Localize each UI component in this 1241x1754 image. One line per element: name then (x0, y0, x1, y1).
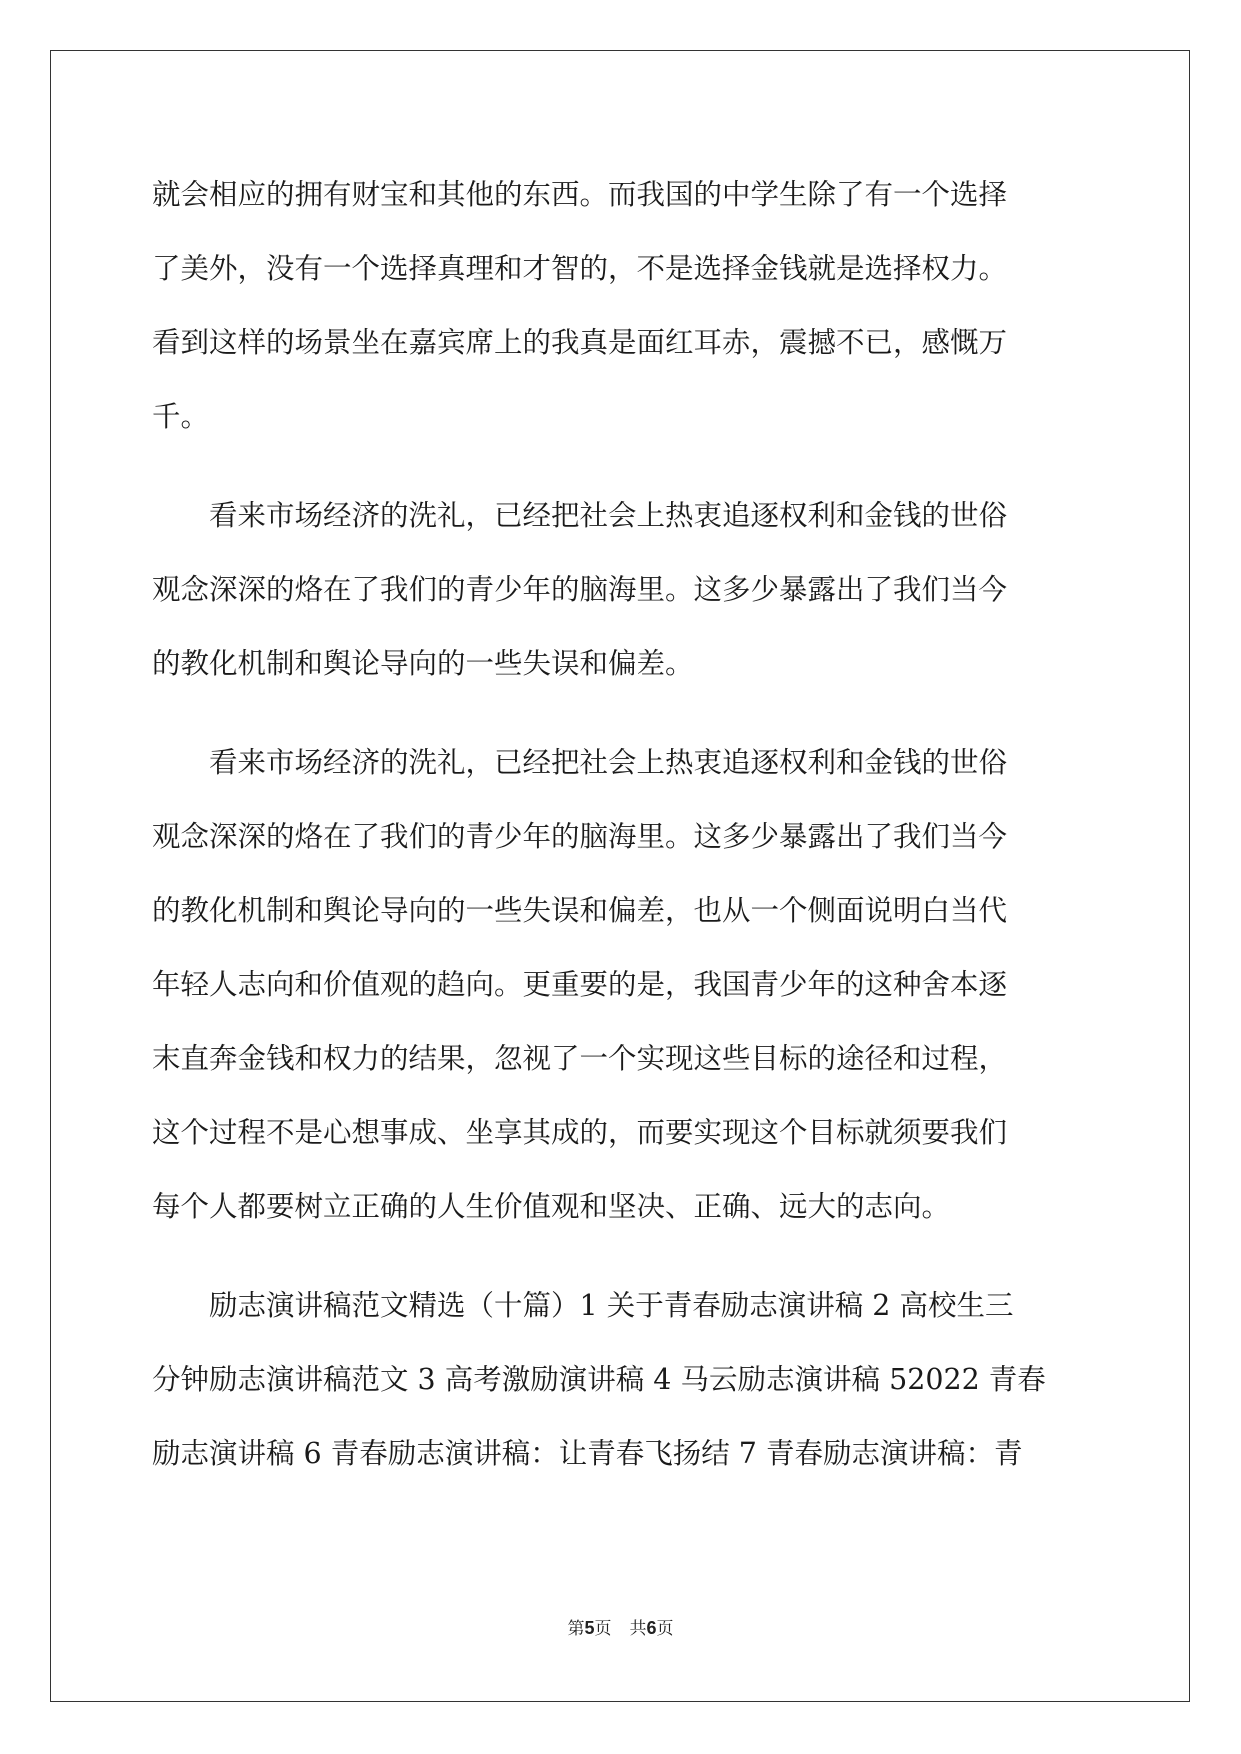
text-line: 看来市场经济的洗礼，已经把社会上热衷追逐权利和金钱的世俗 (209, 499, 1008, 532)
text-line: 观念深深的烙在了我们的青少年的脑海里。这多少暴露出了我们当今 (152, 573, 1008, 606)
total-pages-number: 6 (646, 1618, 657, 1638)
paragraph-4 (152, 1269, 1092, 1491)
text-line: 的教化机制和舆论导向的一些失误和偏差，也从一个侧面说明白当代 (152, 894, 1008, 927)
text-line: 年轻人志向和价值观的趋向。更重要的是，我国青少年的这种舍本逐 (152, 968, 1008, 1001)
text-line: 看来市场经济的洗礼，已经把社会上热衷追逐权利和金钱的世俗 (209, 746, 1008, 779)
document-body (152, 158, 1092, 1491)
text-line: 这个过程不是心想事成、坐享其成的，而要实现这个目标就须要我们 (152, 1116, 1008, 1149)
text-line: 励志演讲稿范文精选（十篇）1 关于青春励志演讲稿 2 高校生三 (209, 1289, 1014, 1322)
paragraph-2 (152, 479, 1092, 701)
text-line: 看到这样的场景坐在嘉宾席上的我真是面红耳赤，震撼不已，感慨万 (152, 326, 1008, 359)
text-line: 就会相应的拥有财宝和其他的东西。而我国的中学生除了有一个选择 (152, 178, 1008, 211)
total-suffix: 页 (656, 1619, 674, 1639)
page-prefix: 第 (567, 1619, 585, 1639)
text-line: 末直奔金钱和权力的结果，忽视了一个实现这些目标的途径和过程， (152, 1042, 1008, 1075)
text-line: 励志演讲稿 6 青春励志演讲稿：让青春飞扬结 7 青春励志演讲稿：青 (152, 1437, 1023, 1470)
page-footer (0, 1614, 1241, 1639)
text-line: 观念深深的烙在了我们的青少年的脑海里。这多少暴露出了我们当今 (152, 820, 1008, 853)
page-suffix: 页 (594, 1619, 612, 1639)
text-line: 了美外，没有一个选择真理和才智的，不是选择金钱就是选择权力。 (152, 252, 1008, 285)
text-line: 千。 (152, 400, 210, 433)
total-prefix: 共 (629, 1619, 647, 1639)
text-line: 分钟励志演讲稿范文 3 高考激励演讲稿 4 马云励志演讲稿 52022 青春 (152, 1363, 1046, 1396)
text-line: 每个人都要树立正确的人生价值观和坚决、正确、远大的志向。 (152, 1190, 951, 1223)
text-line: 的教化机制和舆论导向的一些失误和偏差。 (152, 647, 694, 680)
paragraph-3 (152, 726, 1092, 1244)
paragraph-1 (152, 158, 1092, 454)
current-page-number: 5 (584, 1618, 595, 1638)
